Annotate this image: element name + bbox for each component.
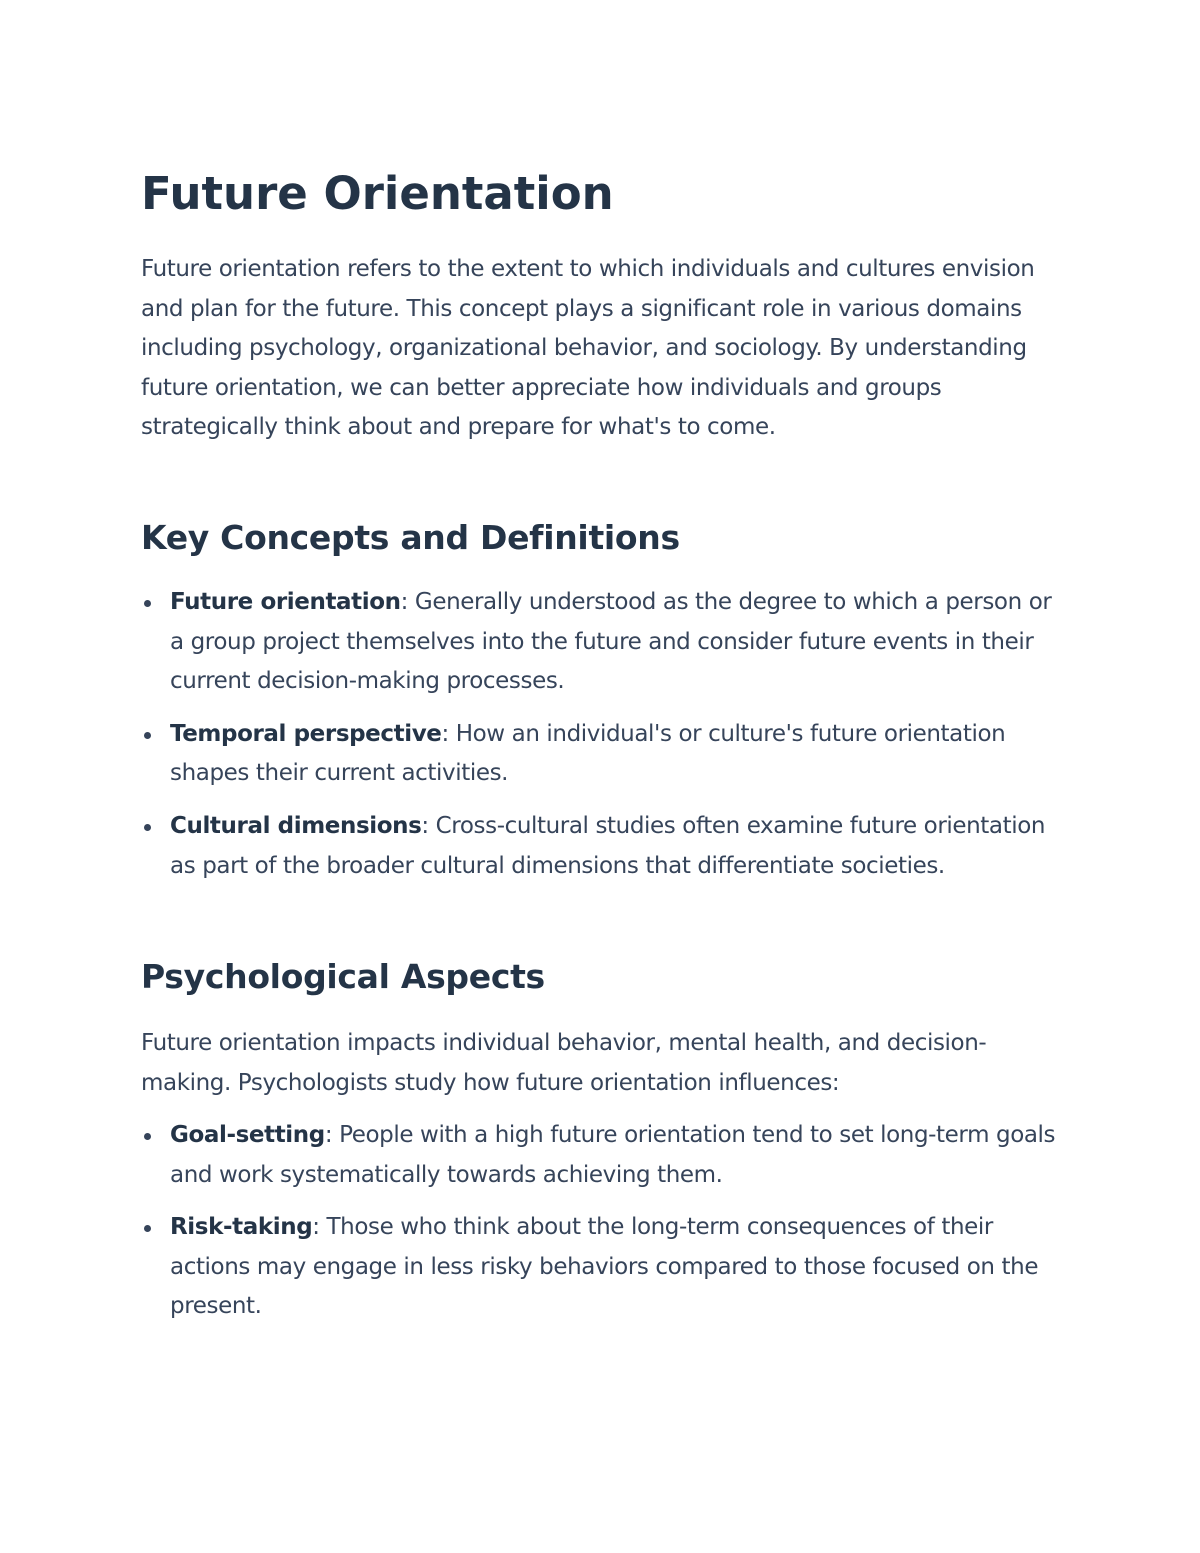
section-heading-psychological-aspects: Psychological Aspects [141,957,545,996]
section-heading-key-concepts: Key Concepts and Definitions [141,518,680,557]
term-label: Temporal perspective [170,720,442,747]
bullet-icon [144,1225,151,1232]
list-item [141,715,1061,794]
key-concepts-list [141,583,1061,899]
intro-paragraph: Future orientation refers to the extent to which individuals and cultures envision and plan for the future. This concept plays a significant role in various domains including psychology, organizational behavior, and sociology. By understanding future orientation, we can better appreciate how individuals and groups strategically think about and prepare for what's to come. [141,256,1035,441]
page-title: Future Orientation [141,167,614,220]
term-label: Future orientation [170,589,401,615]
term-definition: : Cross-cultural studies often examine future orientation as part of the broader cultural dimensions that differentiate societies. [170,812,1046,879]
term-definition: : How an individual's or culture's future orientation shapes their current activities. [170,720,1006,787]
bullet-icon [144,732,151,739]
bullet-icon [144,600,151,607]
term-definition: : Generally understood as the degree to which a person or a group project themselves into the future and consider future events in their current decision-making processes. [170,589,1052,695]
term-definition: : People with a high future orientation tend to set long-term goals and work systematically towards achieving them. [170,1122,1056,1188]
term-label: Cultural dimensions [170,812,422,839]
list-item [141,807,1061,886]
term-label: Goal-setting [170,1122,325,1148]
term-definition: : Those who think about the long-term consequences of their actions may engage in less risky behaviors compared to those focused on the present. [170,1214,1039,1320]
list-item [141,583,1061,702]
term-label: Risk-taking [170,1214,313,1241]
list-item [141,1116,1061,1195]
psychological-list [141,1116,1061,1340]
bullet-icon [144,824,151,831]
bullet-icon [144,1133,151,1140]
psychological-intro-paragraph: Future orientation impacts individual behavior, mental health, and decision-making. Psychologists study how future orientation influences: [141,1030,987,1096]
list-item [141,1208,1061,1327]
